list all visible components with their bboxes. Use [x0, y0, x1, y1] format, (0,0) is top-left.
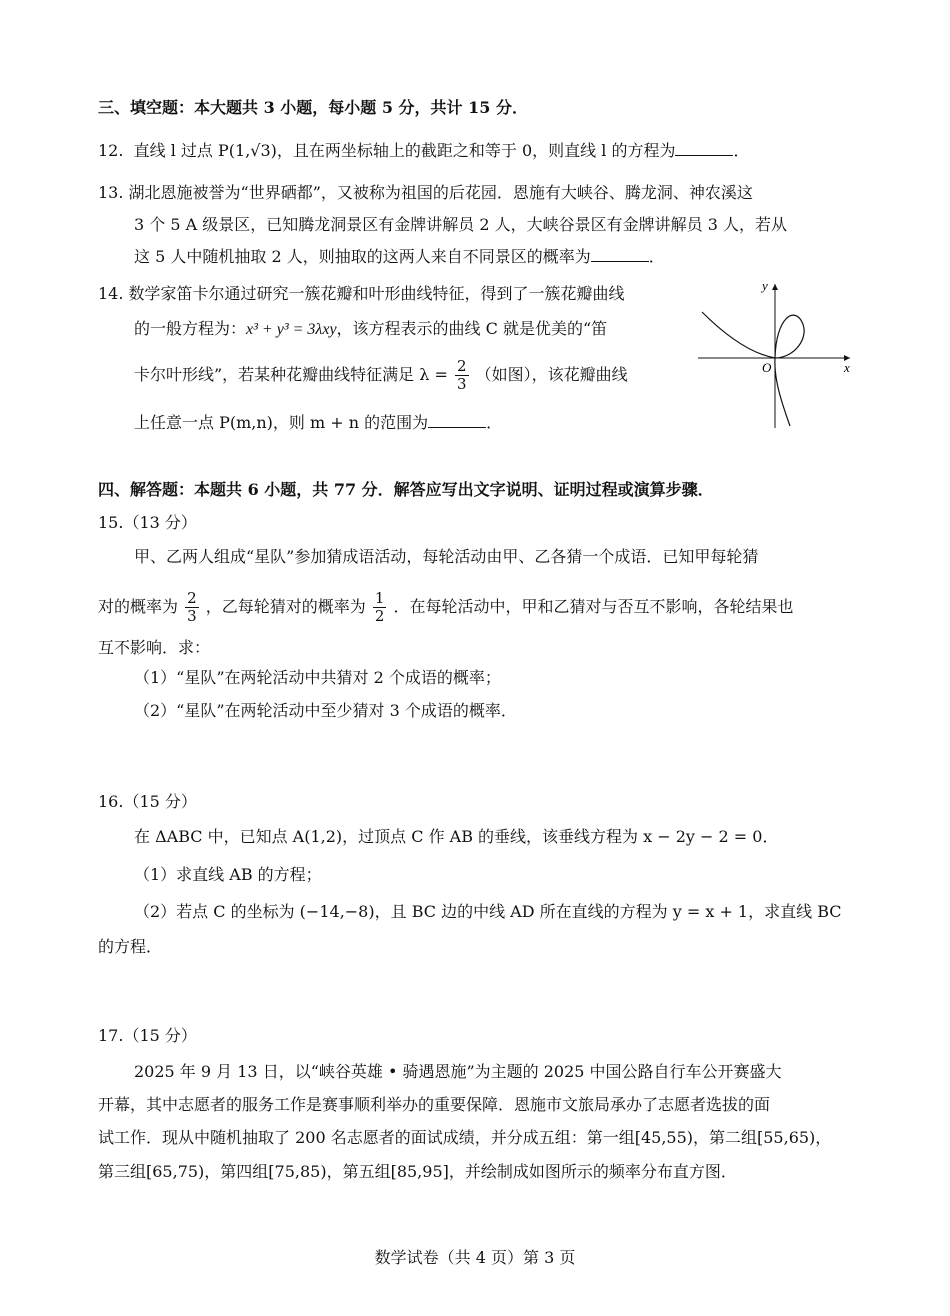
q15-part-1: （1）“星队”在两轮活动中共猜对 2 个成语的概率； [134, 668, 501, 687]
section-3-title: 三、填空题：本大题共 3 小题，每小题 5 分，共计 15 分． [98, 98, 528, 117]
q14-end: ． [486, 413, 503, 432]
q14-line-4: 上任意一点 P(m,n)，则 m + n 的范围为 [134, 413, 429, 432]
q16-header: 16.（15 分） [98, 792, 197, 811]
q13-line-3: 这 5 人中随机抽取 2 人，则抽取的这两人来自不同景区的概率为 [134, 247, 591, 266]
q14-line-2a: 的一般方程为： [134, 319, 247, 338]
q15-fraction-1 [185, 590, 199, 625]
q15-f1-den: 3 [187, 607, 197, 625]
question-12 [98, 140, 749, 162]
q16-part-2: （2）若点 C 的坐标为 (−14,−8)，且 BC 边的中线 AD 所在直线的方程为 y = x + 1，求直线 BC [134, 902, 842, 921]
section-4-title: 四、解答题：本题共 6 小题，共 77 分．解答应写出文字说明、证明过程或演算步骤． [98, 480, 714, 499]
q15-header: 15.（13 分） [98, 513, 197, 532]
folium-figure [698, 278, 858, 430]
q14-frac-num: 2 [457, 357, 467, 375]
q14-line-3a: 卡尔叶形线”，若某种花瓣曲线特征满足 λ = [134, 365, 448, 384]
q17-line-3: 试工作．现从中随机抽取了 200 名志愿者的面试成绩，并分成五组：第一组[45,55)，第二组[55,65)， [98, 1128, 832, 1147]
q14-blank [428, 413, 486, 428]
q15-fraction-2 [373, 590, 387, 625]
q13-line-1: 湖北恩施被誉为“世界硒都”，又被称为祖国的后花园．恩施有大峡谷、腾龙洞、神农溪这 [128, 183, 753, 202]
q15-f2-den: 2 [374, 607, 385, 625]
q17-line-4: 第三组[65,75)，第四组[75,85)，第五组[85,95]，并绘制成如图所示的频率分布直方图． [98, 1162, 737, 1181]
q16-part-1: （1）求直线 AB 的方程； [134, 865, 322, 884]
q14-line-2b: ，该方程表示的曲线 C 就是优美的“笛 [336, 319, 608, 338]
q15-line-1: 甲、乙两人组成“星队”参加猜成语活动，每轮活动由甲、乙各猜一个成语．已知甲每轮猜 [134, 547, 759, 566]
q15-line-2c: ．在每轮活动中，甲和乙猜对与否互不影响，各轮结果也 [393, 597, 794, 616]
q12-end: ． [733, 141, 750, 160]
q14-line-1: 数学家笛卡尔通过研究一簇花瓣和叶形曲线特征，得到了一簇花瓣曲线 [128, 284, 625, 303]
q13-number: 13. [98, 183, 124, 202]
q12-number: 12. [98, 141, 124, 160]
q17-line-1: 2025 年 9 月 13 日，以“峡谷英雄 • 骑遇恩施”为主题的 2025 中国公路自行车公开赛盛大 [134, 1062, 782, 1081]
q14-equation: x³ + y³ = 3λxy [246, 321, 337, 338]
q17-line-2: 开幕，其中志愿者的服务工作是赛事顺利举办的重要保障．恩施市文旅局承办了志愿者选拔的面 [98, 1095, 771, 1114]
folium-curve [702, 312, 804, 426]
q13-blank [591, 247, 649, 262]
q12-text: 直线 l 过点 P(1,√3)，且在两坐标轴上的截距之和等于 0，则直线 l 的方程为 [133, 141, 676, 160]
q16-part-2-cont: 的方程． [98, 937, 163, 956]
q14-lambda-fraction [455, 358, 469, 393]
q12-blank [675, 141, 733, 156]
q16-line-1: 在 ΔABC 中，已知点 A(1,2)，过顶点 C 作 AB 的垂线，该垂线方程为 x − 2y − 2 = 0． [134, 827, 779, 846]
q15-line-2a: 对的概率为 [98, 597, 179, 616]
q14-number: 14. [98, 284, 124, 303]
q15-f2-num: 1 [374, 589, 385, 607]
q15-part-2: （2）“星队”在两轮活动中至少猜对 3 个成语的概率． [134, 701, 517, 720]
q13-line-2: 3 个 5 A 级景区，已知腾龙洞景区有金牌讲解员 2 人，大峡谷景区有金牌讲解员 3 人，若从 [134, 215, 787, 234]
q15-line-2b: ，乙每轮猜对的概率为 [205, 597, 366, 616]
q14-frac-den: 3 [457, 375, 467, 393]
x-axis-label: x [844, 360, 850, 375]
q15-line-3: 互不影响．求： [98, 638, 211, 657]
q13-end: ． [648, 247, 665, 266]
page-footer: 数学试卷（共 4 页）第 3 页 [374, 1248, 576, 1267]
q15-f1-num: 2 [187, 589, 197, 607]
q17-header: 17.（15 分） [98, 1026, 197, 1045]
y-axis-label: y [762, 278, 768, 293]
q14-line-3b: （如图），该花瓣曲线 [475, 365, 628, 384]
origin-label: O [762, 360, 772, 375]
